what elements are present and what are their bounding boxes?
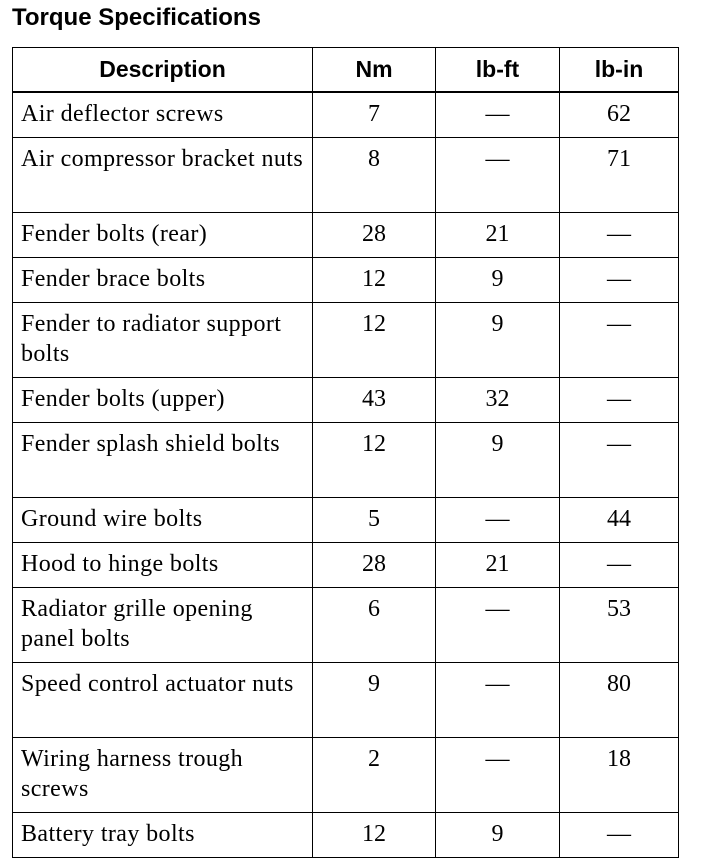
row-nm: 43 (313, 378, 436, 423)
row-description: Fender splash shield bolts (13, 423, 313, 498)
row-nm: 9 (313, 663, 436, 738)
row-lb-in: 80 (560, 663, 679, 738)
row-description: Air deflector screws (13, 92, 313, 138)
row-lb-in: 44 (560, 498, 679, 543)
row-nm: 28 (313, 543, 436, 588)
table-row (13, 423, 679, 498)
table-row (13, 258, 679, 303)
row-lb-ft: — (436, 92, 560, 138)
header-lb-ft: lb-ft (436, 48, 560, 93)
row-nm: 8 (313, 138, 436, 213)
row-lb-ft: — (436, 498, 560, 543)
row-description: Radiator grille opening panel bolts (13, 588, 313, 663)
row-lb-in: — (560, 813, 679, 858)
row-lb-ft: 9 (436, 303, 560, 378)
row-lb-in: — (560, 303, 679, 378)
row-lb-ft: 9 (436, 258, 560, 303)
row-nm: 28 (313, 213, 436, 258)
row-nm: 5 (313, 498, 436, 543)
row-lb-in: — (560, 213, 679, 258)
header-description: Description (13, 48, 313, 93)
page-title: Torque Specifications (12, 4, 261, 31)
row-nm: 2 (313, 738, 436, 813)
row-nm: 7 (313, 92, 436, 138)
table-row (13, 543, 679, 588)
row-description: Fender to radiator support bolts (13, 303, 313, 378)
row-lb-in: — (560, 423, 679, 498)
table-row (13, 738, 679, 813)
table-row (13, 303, 679, 378)
row-lb-ft: 9 (436, 423, 560, 498)
row-description: Battery tray bolts (13, 813, 313, 858)
row-nm: 12 (313, 423, 436, 498)
table-row (13, 588, 679, 663)
row-description: Wiring harness trough screws (13, 738, 313, 813)
row-lb-ft: 32 (436, 378, 560, 423)
row-lb-in: — (560, 543, 679, 588)
row-description: Air compressor bracket nuts (13, 138, 313, 213)
row-lb-in: 53 (560, 588, 679, 663)
row-description: Fender bolts (rear) (13, 213, 313, 258)
row-nm: 12 (313, 258, 436, 303)
table-row (13, 378, 679, 423)
row-lb-in: — (560, 378, 679, 423)
row-lb-ft: 9 (436, 813, 560, 858)
header-lb-in: lb-in (560, 48, 679, 93)
row-lb-ft: — (436, 738, 560, 813)
table-row (13, 663, 679, 738)
row-lb-in: 71 (560, 138, 679, 213)
table-header-row (13, 48, 679, 93)
table-row (13, 498, 679, 543)
row-lb-ft: — (436, 588, 560, 663)
row-lb-ft: — (436, 138, 560, 213)
table-row (13, 92, 679, 138)
row-lb-ft: 21 (436, 543, 560, 588)
row-lb-in: — (560, 258, 679, 303)
row-description: Ground wire bolts (13, 498, 313, 543)
table-row (13, 213, 679, 258)
row-description: Speed control actuator nuts (13, 663, 313, 738)
row-lb-ft: — (436, 663, 560, 738)
row-description: Fender brace bolts (13, 258, 313, 303)
row-nm: 12 (313, 813, 436, 858)
table-row (13, 138, 679, 213)
torque-specifications-table (12, 47, 679, 858)
header-nm: Nm (313, 48, 436, 93)
row-lb-in: 62 (560, 92, 679, 138)
row-description: Hood to hinge bolts (13, 543, 313, 588)
row-lb-in: 18 (560, 738, 679, 813)
row-lb-ft: 21 (436, 213, 560, 258)
row-description: Fender bolts (upper) (13, 378, 313, 423)
row-nm: 12 (313, 303, 436, 378)
table-row (13, 813, 679, 858)
row-nm: 6 (313, 588, 436, 663)
